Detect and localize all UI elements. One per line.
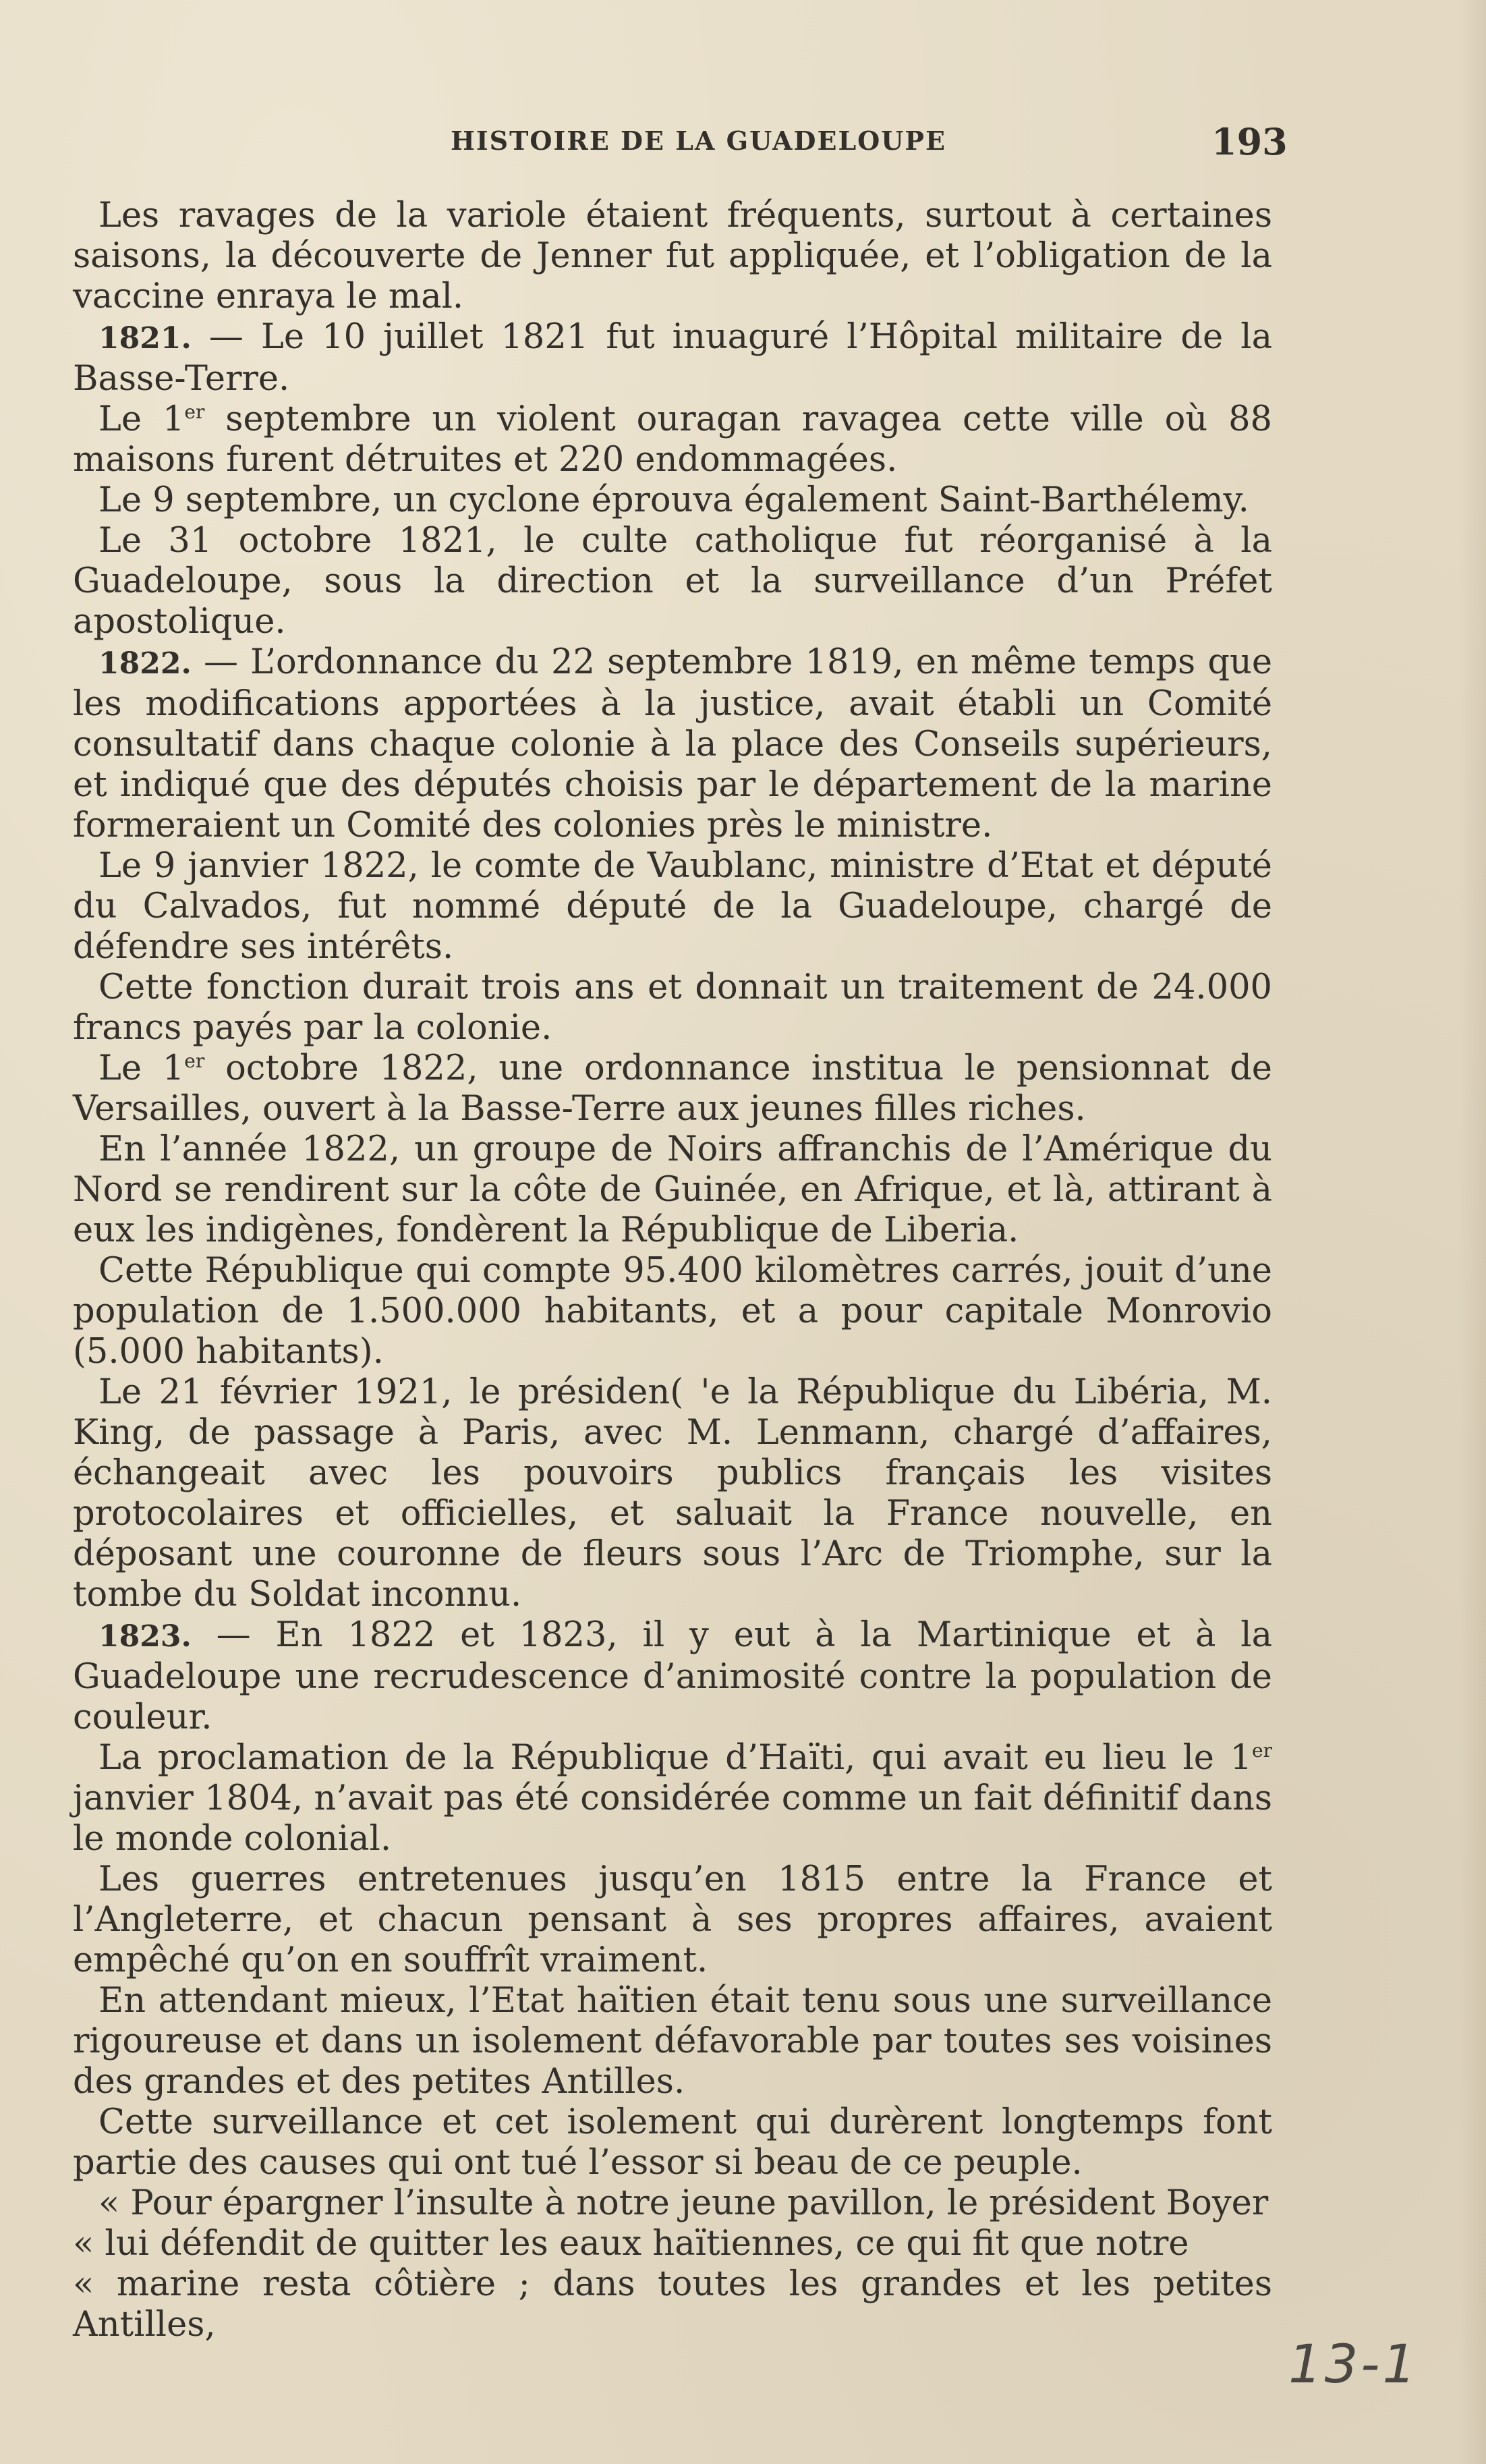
paragraph: 1823. — En 1822 et 1823, il y eut à la Martinique et à la Guadeloupe une recrudescence d’animosité contre la population de couleur. — [73, 1615, 1272, 1737]
paragraph: Les guerres entretenues jusqu’en 1815 entre la France et l’Angleterre, et chacun pensant à ses propres affaires, avaient empêché qu’on en souffrît vraiment. — [73, 1859, 1272, 1980]
quote-line: « Pour épargner l’insulte à notre jeune pavillon, le président Boyer — [98, 2183, 1269, 2223]
paragraph: Les ravages de la variole étaient fréquents, surtout à certaines saisons, la découverte de Jenner fut appliquée, et l’obligation de la vaccine enraya le mal. — [73, 196, 1272, 316]
paragraph: Cette fonction durait trois ans et donnait un traitement de 24.000 francs payés par la colonie. — [73, 968, 1272, 1048]
quote-line: « marine resta côtière ; dans toutes les grandes et les petites Antilles, — [73, 2264, 1272, 2345]
paragraph: Le 1er septembre un violent ouragan ravagea cette ville où 88 maisons furent détruites et 220 endommagées. — [73, 399, 1272, 480]
page-edge-shadow — [1459, 0, 1486, 2464]
year-heading: 1821. — [98, 321, 192, 356]
paragraph: En attendant mieux, l’Etat haïtien était tenu sous une surveillance rigoureuse et dans un isolement défavorable par toutes ses voisines des grandes et des petites Antilles. — [73, 1981, 1272, 2102]
handwritten-folio-mark: 13-1 — [1288, 2334, 1419, 2395]
paragraph: Cette République qui compte 95.400 kilomètres carrés, jouit d’une population de 1.500.000 habitants, et a pour capitale Monrovio (5.000 habitants). — [73, 1251, 1272, 1372]
paragraph: Le 9 septembre, un cyclone éprouva également Saint-Barthélemy. — [98, 480, 1249, 520]
paragraph: 1821. — Le 10 juillet 1821 fut inuaguré l’Hôpital militaire de la Basse-Terre. — [73, 317, 1272, 399]
body-text — [73, 196, 1272, 2345]
paragraph: Le 21 février 1921, le présiden( 'e la République du Libéria, M. King, de passage à Paris, avec M. Lenmann, chargé d’affaires, échangeait avec les pouvoirs publics français les visites protocolaires et officielles, et saluait la France nouvelle, en déposant une couronne de fleurs sous l’Arc de Triomphe, sur la tombe du Soldat inconnu. — [73, 1372, 1272, 1615]
paragraph: 1822. — L’ordonnance du 22 septembre 1819, en même temps que les modifications apportées à la justice, avait établi un Comité consultatif dans chaque colonie à la place des Conseils supérieurs, et indiqué que des députés choisis par le département de la marine formeraient un Comité des colonies près le ministre. — [73, 642, 1272, 845]
paragraph: En l’année 1822, un groupe de Noirs affranchis de l’Amérique du Nord se rendirent sur la côte de Guinée, en Afrique, et là, attirant à eux les indigènes, fondèrent la République de Liberia. — [73, 1129, 1272, 1250]
page-number: 193 — [1211, 120, 1288, 163]
running-title: HISTOIRE DE LA GUADELOUPE — [451, 125, 946, 156]
quote-line: « lui défendit de quitter les eaux haïtiennes, ce qui fit que notre — [73, 2224, 1189, 2264]
year-heading: 1822. — [98, 646, 192, 681]
running-head — [0, 120, 1486, 167]
paragraph: La proclamation de la République d’Haïti, qui avait eu lieu le 1er janvier 1804, n’avait pas été considérée comme un fait définitif dans le monde colonial. — [73, 1738, 1272, 1859]
paragraph: Cette surveillance et cet isolement qui durèrent longtemps font partie des causes qui ont tué l’essor si beau de ce peuple. — [73, 2102, 1272, 2183]
paragraph: Le 31 octobre 1821, le culte catholique fut réorganisé à la Guadeloupe, sous la direction et la surveillance d’un Préfet apostolique. — [73, 521, 1272, 642]
paragraph: Le 1er octobre 1822, une ordonnance institua le pensionnat de Versailles, ouvert à la Basse-Terre aux jeunes filles riches. — [73, 1048, 1272, 1129]
paragraph: Le 9 janvier 1822, le comte de Vaublanc, ministre d’Etat et député du Calvados, fut nommé député de la Guadeloupe, chargé de défendre ses intérêts. — [73, 846, 1272, 967]
year-heading: 1823. — [98, 1619, 192, 1654]
